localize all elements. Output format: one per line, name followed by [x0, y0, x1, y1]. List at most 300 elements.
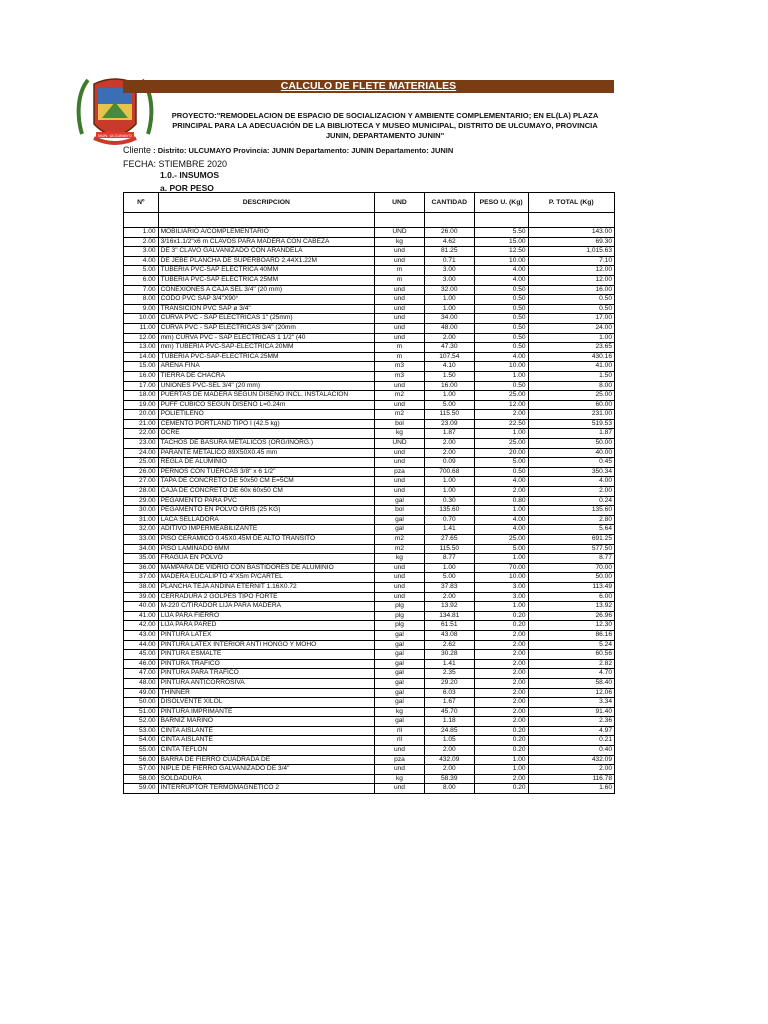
row-number: 20.00 [124, 410, 159, 420]
row-description: BARRA DE FIERRO CUADRADA DE [158, 755, 375, 765]
spacer-row [124, 213, 615, 228]
row-number: 49.00 [124, 688, 159, 698]
row-unit-weight: 5.50 [474, 228, 528, 238]
table-row [124, 640, 615, 650]
row-number: 40.00 [124, 602, 159, 612]
row-description: CURVA PVC - SAP ELECTRICAS 1" (25mm) [158, 314, 375, 324]
row-description: 3/16x1.1/2"x6 m CLAVOS PARA MADERA CON CABEZA [158, 237, 375, 247]
logo-text: MUN. ULCUMAYO [98, 133, 132, 138]
row-total-weight: 69.30 [528, 237, 614, 247]
row-total-weight: 2.00 [528, 765, 614, 775]
row-unit-weight: 1.00 [474, 755, 528, 765]
row-description: CERRADURA 2 GOLPES TIPO FORTE [158, 592, 375, 602]
client-label: Cliente [123, 145, 152, 155]
table-body [124, 213, 615, 794]
row-quantity: 134.81 [424, 611, 474, 621]
row-number: 26.00 [124, 467, 159, 477]
row-number: 41.00 [124, 611, 159, 621]
row-quantity: 432.09 [424, 755, 474, 765]
row-total-weight: 91.40 [528, 707, 614, 717]
row-total-weight: 116.78 [528, 774, 614, 784]
row-total-weight: 2.80 [528, 515, 614, 525]
row-total-weight: 16.00 [528, 285, 614, 295]
row-quantity: 1.18 [424, 717, 474, 727]
row-unit-weight: 2.00 [474, 774, 528, 784]
row-total-weight: 432.09 [528, 755, 614, 765]
row-unit: rll [375, 726, 425, 736]
row-description: TRANSICION PVC SAP ø 3/4" [158, 304, 375, 314]
row-total-weight: 12.30 [528, 621, 614, 631]
row-quantity: 700.68 [424, 467, 474, 477]
row-total-weight: 0.21 [528, 736, 614, 746]
table-row [124, 304, 615, 314]
row-quantity: 1.00 [424, 304, 474, 314]
row-total-weight: 1.50 [528, 371, 614, 381]
row-unit-weight: 12.00 [474, 400, 528, 410]
row-quantity: 2.00 [424, 765, 474, 775]
row-quantity: 1.05 [424, 736, 474, 746]
row-number: 25.00 [124, 458, 159, 468]
row-number: 35.00 [124, 554, 159, 564]
materials-table [123, 192, 615, 794]
row-quantity: 1.41 [424, 659, 474, 669]
row-unit-weight: 4.00 [474, 275, 528, 285]
row-unit: gal [375, 650, 425, 660]
row-number: 11.00 [124, 323, 159, 333]
row-unit: kg [375, 554, 425, 564]
row-quantity: 5.00 [424, 573, 474, 583]
table-row [124, 352, 615, 362]
col-header-total-weight: P. TOTAL (Kg) [528, 193, 614, 213]
row-number: 22.00 [124, 429, 159, 439]
row-unit: gal [375, 515, 425, 525]
table-row [124, 774, 615, 784]
row-quantity: 1.50 [424, 371, 474, 381]
row-total-weight: 2.00 [528, 487, 614, 497]
table-row [124, 611, 615, 621]
row-description: POLIETILENO [158, 410, 375, 420]
row-unit-weight: 2.00 [474, 630, 528, 640]
row-number: 3.00 [124, 247, 159, 257]
row-total-weight: 143.00 [528, 228, 614, 238]
row-unit-weight: 2.00 [474, 698, 528, 708]
row-total-weight: 4.70 [528, 669, 614, 679]
row-quantity: 2.00 [424, 746, 474, 756]
row-description: TUBERIA PVC-SAP ELECTRICA 40MM [158, 266, 375, 276]
row-description: CINTA AISLANTE [158, 736, 375, 746]
row-number: 15.00 [124, 362, 159, 372]
row-description: PUFF CUBICO SEGÚN DISEÑO L=0.24m [158, 400, 375, 410]
table-row [124, 506, 615, 516]
row-unit-weight: 0.20 [474, 611, 528, 621]
row-number: 13.00 [124, 343, 159, 353]
row-unit-weight: 22.50 [474, 419, 528, 429]
row-total-weight: 1,015.63 [528, 247, 614, 257]
row-unit: UND [375, 439, 425, 449]
row-quantity: 5.00 [424, 400, 474, 410]
row-unit: m [375, 343, 425, 353]
row-unit: und [375, 333, 425, 343]
table-row [124, 755, 615, 765]
row-number: 5.00 [124, 266, 159, 276]
row-description: PUERTAS DE MADERA SEGUN DISEÑO INCL. INSTALACION [158, 391, 375, 401]
row-unit-weight: 2.00 [474, 717, 528, 727]
section-heading: 1.0.- INSUMOS [160, 170, 220, 180]
row-unit: und [375, 285, 425, 295]
row-total-weight: 2.36 [528, 717, 614, 727]
table-row [124, 429, 615, 439]
row-unit-weight: 4.00 [474, 525, 528, 535]
table-row [124, 400, 615, 410]
row-description: PINTURA LATEX INTERIOR ANTI HONGO Y MOHO [158, 640, 375, 650]
row-unit: und [375, 563, 425, 573]
row-number: 2.00 [124, 237, 159, 247]
table-row [124, 650, 615, 660]
row-unit-weight: 0.20 [474, 746, 528, 756]
row-quantity: 23.09 [424, 419, 474, 429]
col-header-unit: UND [375, 193, 425, 213]
project-description: PROYECTO:"REMODELACION DE ESPACIO DE SOCIALIZACION Y AMBIENTE COMPLEMENTARIO; EN EL(LA) PLAZA PRINCIPAL PARA LA ADECUACIÓN DE LA BIBLIOTECA Y MUSEO MUNICIPAL, DISTRITO DE ULCUMAYO, PROVINCIA JUNIN, DEPARTAMENTO JUNIN" [171, 111, 599, 140]
table-row [124, 266, 615, 276]
row-description: UNIONES PVC-SEL 3/4" (20 mm) [158, 381, 375, 391]
table-row [124, 228, 615, 238]
row-quantity: 1.00 [424, 487, 474, 497]
row-total-weight: 430.16 [528, 352, 614, 362]
table-row [124, 362, 615, 372]
row-quantity: 107.54 [424, 352, 474, 362]
row-description: TIERRA DE CHACRA [158, 371, 375, 381]
row-total-weight: 23.65 [528, 343, 614, 353]
row-description: CINTA TEFLON [158, 746, 375, 756]
row-number: 23.00 [124, 439, 159, 449]
row-description: PEGAMENTO PARA PVC [158, 496, 375, 506]
row-unit-weight: 1.00 [474, 554, 528, 564]
row-unit-weight: 1.00 [474, 429, 528, 439]
row-quantity: 1.00 [424, 295, 474, 305]
row-description: FRAGUA EN POLVO [158, 554, 375, 564]
row-description: CODO PVC SAP 3/4"X90° [158, 295, 375, 305]
row-unit-weight: 2.00 [474, 410, 528, 420]
row-unit: gal [375, 525, 425, 535]
row-unit: m2 [375, 410, 425, 420]
row-unit-weight: 4.00 [474, 352, 528, 362]
row-description: PISO LAMINADO 6MM [158, 544, 375, 554]
row-total-weight: 1.60 [528, 784, 614, 794]
table-row [124, 563, 615, 573]
row-unit-weight: 0.50 [474, 467, 528, 477]
row-total-weight: 12.06 [528, 688, 614, 698]
col-header-number: Nº [124, 193, 159, 213]
row-total-weight: 50.00 [528, 439, 614, 449]
row-quantity: 135.60 [424, 506, 474, 516]
row-total-weight: 86.16 [528, 630, 614, 640]
row-unit: plg [375, 602, 425, 612]
row-total-weight: 58.40 [528, 678, 614, 688]
col-header-quantity: CANTIDAD [424, 193, 474, 213]
row-description: TUBERIA PVC-SAP ELECTRICA 25MM [158, 275, 375, 285]
row-quantity: 48.00 [424, 323, 474, 333]
row-number: 29.00 [124, 496, 159, 506]
table-row [124, 765, 615, 775]
row-unit: gal [375, 669, 425, 679]
row-total-weight: 691.25 [528, 535, 614, 545]
row-number: 59.00 [124, 784, 159, 794]
row-unit-weight: 10.00 [474, 362, 528, 372]
row-unit-weight: 0.50 [474, 323, 528, 333]
row-unit: UND [375, 228, 425, 238]
table-row [124, 247, 615, 257]
row-quantity: 1.87 [424, 429, 474, 439]
table-row [124, 535, 615, 545]
client-line [123, 144, 614, 157]
table-row [124, 496, 615, 506]
row-unit-weight: 1.00 [474, 371, 528, 381]
table-row [124, 746, 615, 756]
row-unit: m [375, 275, 425, 285]
row-unit: m2 [375, 535, 425, 545]
row-unit-weight: 0.20 [474, 784, 528, 794]
table-row [124, 784, 615, 794]
row-description: OCRE [158, 429, 375, 439]
row-unit-weight: 3.00 [474, 582, 528, 592]
row-unit: und [375, 477, 425, 487]
row-unit-weight: 0.50 [474, 314, 528, 324]
row-description: REGLA DE ALUMINIO [158, 458, 375, 468]
row-unit: und [375, 592, 425, 602]
row-unit: und [375, 295, 425, 305]
row-total-weight: 8.77 [528, 554, 614, 564]
row-unit-weight: 15.00 [474, 237, 528, 247]
row-number: 52.00 [124, 717, 159, 727]
row-total-weight: 0.24 [528, 496, 614, 506]
row-unit: gal [375, 640, 425, 650]
row-number: 37.00 [124, 573, 159, 583]
row-description: M-220 C/TIRADOR LIJA PARA MADERA [158, 602, 375, 612]
table-row [124, 419, 615, 429]
row-quantity: 3.00 [424, 275, 474, 285]
row-total-weight: 519.53 [528, 419, 614, 429]
row-total-weight: 0.50 [528, 304, 614, 314]
row-unit: m2 [375, 391, 425, 401]
row-quantity: 0.30 [424, 496, 474, 506]
row-number: 10.00 [124, 314, 159, 324]
row-unit-weight: 0.50 [474, 343, 528, 353]
table-row [124, 554, 615, 564]
row-description: THINNER [158, 688, 375, 698]
table-row [124, 458, 615, 468]
row-unit-weight: 70.00 [474, 563, 528, 573]
table-row [124, 381, 615, 391]
row-number: 51.00 [124, 707, 159, 717]
row-unit: m [375, 352, 425, 362]
row-unit: plg [375, 611, 425, 621]
row-description: PINTURA LATEX [158, 630, 375, 640]
row-unit: und [375, 314, 425, 324]
table-row [124, 391, 615, 401]
row-unit: m3 [375, 362, 425, 372]
row-unit-weight: 5.00 [474, 544, 528, 554]
row-unit: und [375, 458, 425, 468]
row-unit-weight: 2.00 [474, 678, 528, 688]
row-unit: plg [375, 621, 425, 631]
row-number: 55.00 [124, 746, 159, 756]
row-unit-weight: 1.00 [474, 506, 528, 516]
row-unit-weight: 2.00 [474, 640, 528, 650]
row-unit: und [375, 573, 425, 583]
row-total-weight: 60.56 [528, 650, 614, 660]
row-unit-weight: 12.50 [474, 247, 528, 257]
table-row [124, 582, 615, 592]
row-unit: gal [375, 688, 425, 698]
row-quantity: 3.00 [424, 266, 474, 276]
row-total-weight: 24.00 [528, 323, 614, 333]
row-quantity: 37.83 [424, 582, 474, 592]
row-description: NIPLE DE FIERRO GALVANIZADO DE 3/4" [158, 765, 375, 775]
row-total-weight: 5.24 [528, 640, 614, 650]
row-description: DE JEBE PLANCHA DE SUPERBOARD 2.44X1.22M [158, 256, 375, 266]
date-line: FECHA: STIEMBRE 2020 [123, 159, 228, 169]
row-description: PARANTE METALICO 89X50X0.45 mm [158, 448, 375, 458]
row-description: TAPA DE CONCRETO DE 50x50 CM E=5CM [158, 477, 375, 487]
row-number: 47.00 [124, 669, 159, 679]
row-number: 32.00 [124, 525, 159, 535]
row-unit-weight: 0.50 [474, 285, 528, 295]
table-row [124, 467, 615, 477]
row-unit-weight: 2.00 [474, 659, 528, 669]
row-number: 1.00 [124, 228, 159, 238]
row-description: PINTURA TRAFICO [158, 659, 375, 669]
table-row [124, 659, 615, 669]
row-unit-weight: 0.20 [474, 621, 528, 631]
row-description: MAMPARA DE VIDRIO CON BASTIDORES DE ALUMINIO [158, 563, 375, 573]
row-unit-weight: 2.00 [474, 669, 528, 679]
row-quantity: 2.00 [424, 333, 474, 343]
row-total-weight: 25.00 [528, 391, 614, 401]
row-quantity: 1.00 [424, 477, 474, 487]
row-number: 24.00 [124, 448, 159, 458]
row-total-weight: 0.50 [528, 295, 614, 305]
table-row [124, 285, 615, 295]
row-total-weight: 60.00 [528, 400, 614, 410]
row-number: 58.00 [124, 774, 159, 784]
row-number: 9.00 [124, 304, 159, 314]
row-total-weight: 0.40 [528, 746, 614, 756]
row-unit: kg [375, 774, 425, 784]
row-number: 33.00 [124, 535, 159, 545]
row-unit: und [375, 304, 425, 314]
row-unit-weight: 2.00 [474, 688, 528, 698]
row-unit-weight: 1.00 [474, 765, 528, 775]
row-number: 45.00 [124, 650, 159, 660]
row-total-weight: 4.00 [528, 477, 614, 487]
row-description: DE 3" CLAVO GALVANIZADO CON ARANDELA [158, 247, 375, 257]
row-unit: m3 [375, 371, 425, 381]
table-row [124, 448, 615, 458]
row-unit: gal [375, 659, 425, 669]
row-description: CEMENTO PORTLAND TIPO I (42.5 kg) [158, 419, 375, 429]
table-row [124, 573, 615, 583]
row-description: MOBILIARIO A/COMPLEMENTARIO [158, 228, 375, 238]
table-row [124, 256, 615, 266]
row-quantity: 16.00 [424, 381, 474, 391]
table-row [124, 515, 615, 525]
row-unit-weight: 2.00 [474, 650, 528, 660]
subsection-heading: a. POR PESO [160, 183, 214, 193]
table-row [124, 343, 615, 353]
row-quantity: 2.35 [424, 669, 474, 679]
row-quantity: 8.77 [424, 554, 474, 564]
row-quantity: 115.50 [424, 544, 474, 554]
row-quantity: 26.00 [424, 228, 474, 238]
row-unit-weight: 2.00 [474, 487, 528, 497]
row-description: PISO CERAMICO 0.45X0.45M DE ALTO TRANSITO [158, 535, 375, 545]
table-row [124, 630, 615, 640]
row-total-weight: 17.00 [528, 314, 614, 324]
row-description: DISOLVENTE XILOL [158, 698, 375, 708]
row-total-weight: 113.49 [528, 582, 614, 592]
table-row [124, 736, 615, 746]
row-quantity: 0.70 [424, 515, 474, 525]
row-quantity: 0.71 [424, 256, 474, 266]
row-unit-weight: 4.00 [474, 515, 528, 525]
row-number: 53.00 [124, 726, 159, 736]
row-unit: und [375, 487, 425, 497]
row-number: 30.00 [124, 506, 159, 516]
row-unit: und [375, 582, 425, 592]
row-total-weight: 0.45 [528, 458, 614, 468]
row-total-weight: 12.00 [528, 266, 614, 276]
row-number: 4.00 [124, 256, 159, 266]
table-header-row [124, 193, 615, 213]
table-row [124, 439, 615, 449]
row-unit-weight: 4.00 [474, 477, 528, 487]
row-number: 12.00 [124, 333, 159, 343]
row-description: PEGAMENTO EN POLVO GRIS (25 KG) [158, 506, 375, 516]
row-number: 44.00 [124, 640, 159, 650]
row-unit: rll [375, 736, 425, 746]
table-row [124, 275, 615, 285]
row-total-weight: 8.00 [528, 381, 614, 391]
row-unit-weight: 0.50 [474, 381, 528, 391]
row-total-weight: 2.82 [528, 659, 614, 669]
row-total-weight: 6.00 [528, 592, 614, 602]
row-description: PINTURA ESMALTE [158, 650, 375, 660]
row-quantity: 2.00 [424, 439, 474, 449]
table-row [124, 669, 615, 679]
row-unit: bol [375, 506, 425, 516]
row-number: 27.00 [124, 477, 159, 487]
col-header-unit-weight: PESO U. (Kg) [474, 193, 528, 213]
row-unit: kg [375, 237, 425, 247]
row-unit-weight: 0.50 [474, 304, 528, 314]
row-quantity: 29.20 [424, 678, 474, 688]
row-number: 48.00 [124, 678, 159, 688]
row-total-weight: 4.97 [528, 726, 614, 736]
row-unit-weight: 25.00 [474, 535, 528, 545]
row-description: BARNIZ MARINO [158, 717, 375, 727]
row-number: 43.00 [124, 630, 159, 640]
row-unit-weight: 5.00 [474, 458, 528, 468]
row-number: 54.00 [124, 736, 159, 746]
row-description: LACA SELLADORA [158, 515, 375, 525]
row-unit-weight: 2.00 [474, 707, 528, 717]
row-unit: m [375, 266, 425, 276]
row-total-weight: 7.10 [528, 256, 614, 266]
row-unit-weight: 10.00 [474, 573, 528, 583]
table-row [124, 314, 615, 324]
row-description: LIJA PARA FIERRO [158, 611, 375, 621]
row-unit: pza [375, 467, 425, 477]
